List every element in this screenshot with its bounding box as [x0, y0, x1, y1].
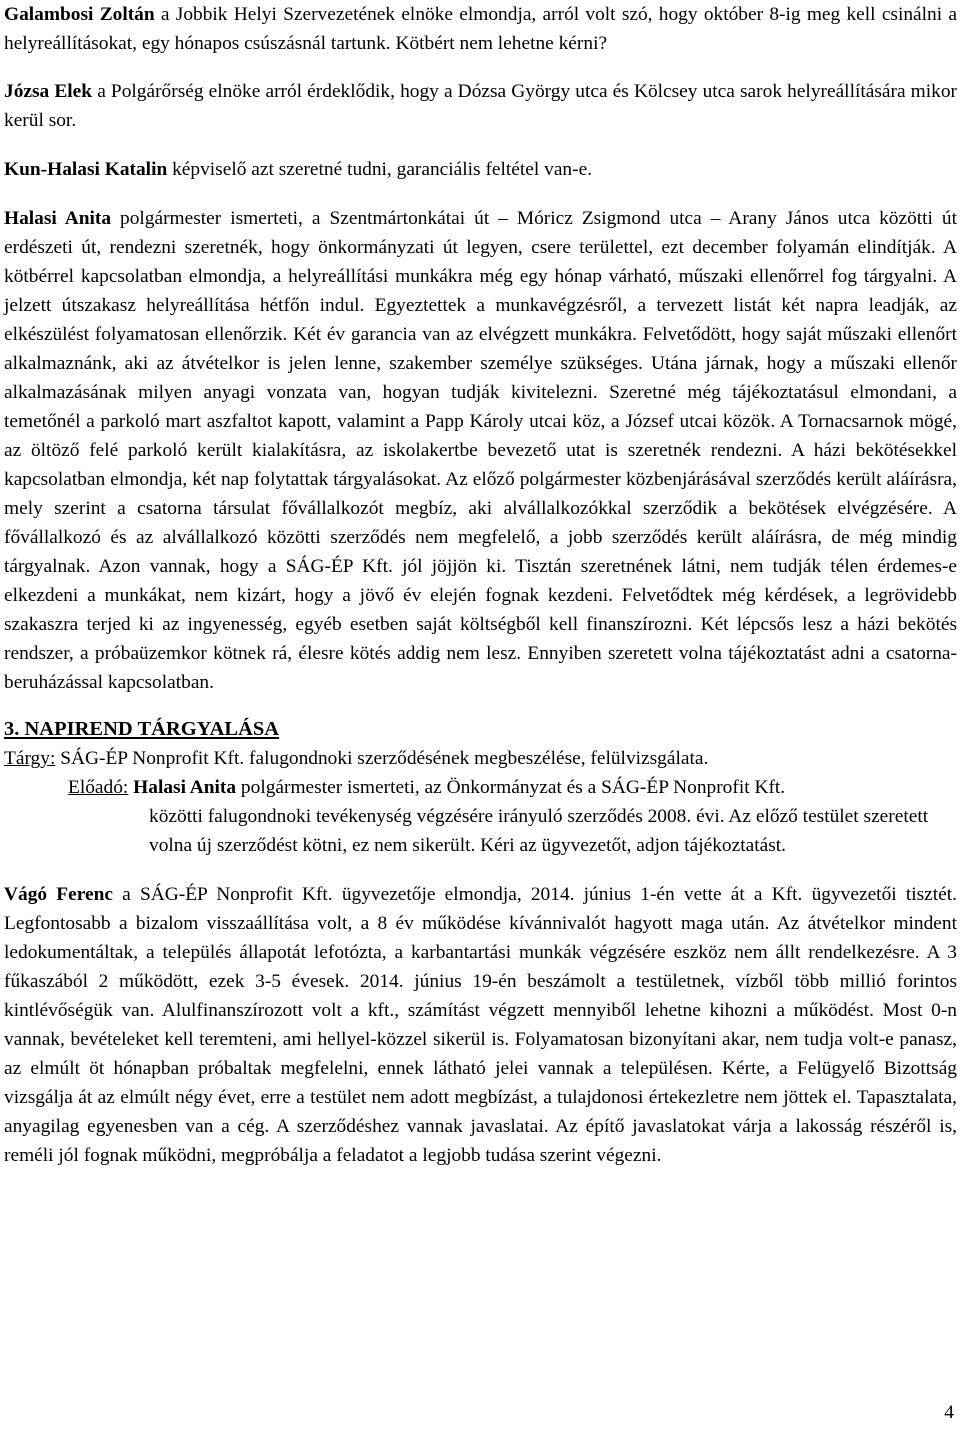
speaker-name: Kun-Halasi Katalin — [4, 159, 168, 180]
presenter-label: Előadó: — [68, 777, 129, 798]
document-page — [4, 0, 957, 1170]
speaker-name: Vágó Ferenc — [4, 884, 113, 905]
presenter-name: Halasi Anita — [133, 777, 237, 798]
subject-line — [4, 744, 957, 773]
presenter-line — [68, 773, 957, 802]
page-number: 4 — [944, 1402, 954, 1423]
subject-text: SÁG-ÉP Nonprofit Kft. falugondnoki szerződésének megbeszélése, felülvizsgálata. — [55, 748, 709, 769]
presenter-block — [68, 773, 957, 860]
agenda-heading: 3. NAPIREND TÁRGYALÁSA — [4, 718, 280, 740]
paragraph-kun-halasi — [4, 155, 957, 184]
paragraph-vago — [4, 880, 957, 1170]
paragraph-text: a SÁG-ÉP Nonprofit Kft. ügyvezetője elmondja, 2014. június 1-én vette át a Kft. ügyvezetői tisztét. Legfontosabb a bizalom visszaállítása volt, a 8 év működése kívánnivalót hagyott maga után. Az átvételkor mindent ledokumentáltak, a település állapotát lefotózta, a karbantartási munkák végzésére eszköz nem állt rendelkezésre. A 3 fűkaszából 2 működött, ezek 3-5 évesek. 2014. június 19-én beszámolt a testületnek, vízből több millió forintos kintlévőségük van. Alulfinanszírozott volt a kft., számítást végzett mennyiből lehetne kihozni a működést. Most 0-n vannak, bevételeket kell teremteni, ami hellyel-közzel sikerül is. Folyamatosan bizonyítani akar, nem tudja volt-e panasz, az elmúlt öt hónapban próbaltak megfelelni, ennek látható jelei vannak a településen. Kérte, a Felügyelő Bizottság vizsgálja át az elmúlt négy évet, erre a testület nem adott megbízást, a tulajdonosi értekezletre nem jöttek el. Tapasztalata, anyagilag egyenesben van a cég. A szerződéshez vannak javaslatai. Az építő javaslatokat várja a lakosság részéről is, reméli jól fognak működni, megpróbálja a feladatot a legjobb tudása szerint végezni. — [4, 884, 957, 1166]
subject-label: Tárgy: — [4, 748, 56, 769]
paragraph-text: a Jobbik Helyi Szervezetének elnöke elmondja, arról volt szó, hogy október 8-ig meg kell csinálni a helyreállításokat, egy hónapos csúszásnál tartunk. Kötbért nem lehetne kérni? — [4, 4, 957, 54]
presenter-text-continued: közötti falugondnoki tevékenység végzésére irányuló szerződés 2008. évi. Az előző testület szeretett volna új szerződést kötni, ez nem sikerült. Kéri az ügyvezetőt, adjon tájékoztatást. — [149, 806, 929, 856]
paragraph-text: képviselő azt szeretné tudni, garanciális feltétel van-e. — [167, 159, 593, 180]
paragraph-halasi — [4, 204, 957, 697]
paragraph-text: a Polgárőrség elnöke arról érdeklődik, hogy a Dózsa György utca és Kölcsey utca sarok helyreállítására mikor kerül sor. — [4, 81, 957, 131]
paragraph-text: polgármester ismerteti, a Szentmártonkátai út – Móricz Zsigmond utca – Arany János utca közötti út erdészeti út, rendezni szeretnék, hogy önkormányzati út legyen, csere területtel, ezt december folyamán elindítják. A kötbérrel kapcsolatban elmondja, a helyreállítási munkákra még egy hónap várható, műszaki ellenőrrel fog tárgyalni. A jelzett útszakasz helyreállítása hétfőn indul. Egyeztettek a munkavégzésről, a tervezett listát két napra leadják, az elkészülést folyamatosan ellenőrzik. Két év garancia van az elvégzett munkákra. Felvetődött, hogy saját műszaki ellenőrt alkalmaznánk, aki az átvételkor is jelen lenne, szakember személye szükséges. Utána járnak, hogy a műszaki ellenőr alkalmazásának milyen anyagi vonzata van, hogyan tudják kivitelezni. Szeretné még tájékoztatásul elmondani, a temetőnél a parkoló mart aszfaltot kapott, valamint a Papp Károly utcai köz, a József utcai közök. A Tornacsarnok mögé, az öltöző felé parkoló került kialakításra, az iskolakertbe bevezető utat is szeretnék rendezni. A házi bekötésekkel kapcsolatban elmondja, két nap folytattak tárgyalásokat. Az előző polgármester közbenjárásával szerződés került aláírásra, mely szerint a csatorna társulat fővállalkozót megbíz, aki alvállalkozókkal szerződik a bekötések elvégzésére. A fővállalkozó és az alvállalkozó közötti szerződés nem megfelelő, a jobb szerződés került aláírásra, de még mindig tárgyalnak. Azon vannak, hogy a SÁG-ÉP Kft. jól jöjjön ki. Tisztán szeretnének látni, nem tudják télen érdemes-e elkezdeni a munkákat, nem kizárt, hogy a jövő év elején fognak kezdeni. Felvetődtek még kérdések, a legrövidebb szakaszra terjed ki az ingyenesség, egyéb esetben saját költségből kell finanszírozni. Két lépcsős lesz a házi bekötés rendszer, a próbaüzemkor kötnek rá, élesre kötés addig nem lesz. Ennyiben szeretett volna tájékoztatást adni a csatorna-beruházással kapcsolatban. — [4, 208, 957, 693]
presenter-text: polgármester ismerteti, az Önkormányzat és a SÁG-ÉP Nonprofit Kft. — [236, 777, 786, 798]
paragraph-galambosi — [4, 0, 957, 58]
speaker-name: Józsa Elek — [4, 81, 93, 102]
speaker-name: Halasi Anita — [4, 208, 112, 229]
paragraph-jozsa — [4, 77, 957, 135]
speaker-name: Galambosi Zoltán — [4, 4, 155, 25]
